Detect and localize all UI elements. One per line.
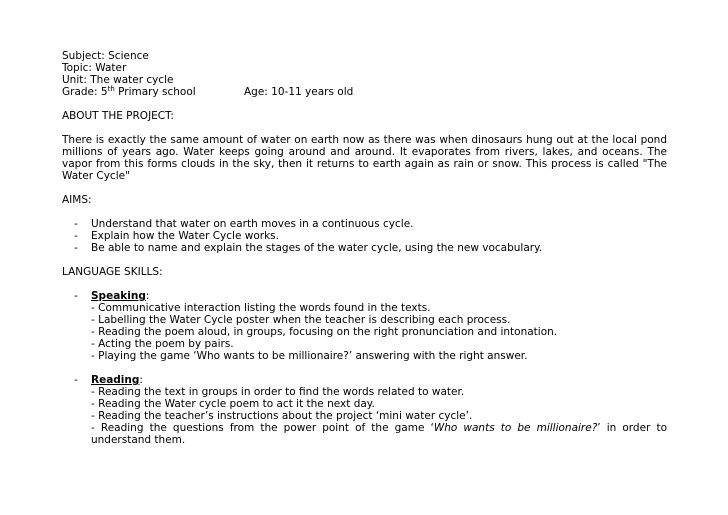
speaking-item: - Communicative interaction listing the words found in the texts.	[91, 302, 431, 314]
age-text: Age: 10-11 years old	[244, 86, 354, 98]
speaking-section: - Speaking: - Communicative interaction listing the words found in the texts. - Labelling the Water Cycle poster when the teacher is describing each process. - Reading the poem aloud, in groups, focusing on the right pronunciation and intonation. - Acting the poem by pairs. - Playing the game ‘Who wants to be millionaire?’ answering with the right answer.	[62, 290, 667, 362]
game-title: Who wants to be millionaire?	[433, 422, 598, 434]
unit-line: Unit: The water cycle	[62, 74, 174, 86]
language-skills-heading: LANGUAGE SKILLS:	[62, 266, 163, 278]
aims-item: - Understand that water on earth moves in a continuous cycle.	[74, 218, 414, 230]
document-page	[62, 50, 667, 446]
about-paragraph: There is exactly the same amount of water on earth now as there was when dinosaurs hung out at the local pond millions of years ago. Water keeps going around and around. It evaporates from rivers, lakes, and oceans. The vapor from this forms clouds in the sky, then it returns to earth again as rain or snow. This process is called "The Water Cycle"	[62, 134, 667, 182]
reading-item: - Reading the text in groups in order to find the words related to water.	[91, 386, 465, 398]
reading-section: - Reading: - Reading the text in groups in order to find the words related to water. - Reading the Water cycle poem to act it the next day. - Reading the teacher’s instructions about the project ‘mini water cycle’. - Reading the questions from the power point of the game ‘Who wants to be millionaire?’ in order to understand them.	[74, 374, 667, 446]
about-heading: ABOUT THE PROJECT:	[62, 110, 174, 122]
reading-item: - Reading the teacher’s instructions about the project ‘mini water cycle’.	[91, 410, 473, 422]
grade-superscript: th	[107, 85, 115, 93]
aims-heading: AIMS:	[62, 194, 92, 206]
reading-item: - Reading the questions from the power point of the game ‘Who wants to be millionaire?’ in order to understand them.	[91, 422, 667, 446]
subject-line: Subject: Science	[62, 50, 149, 62]
aims-list	[62, 218, 667, 254]
speaking-item: - Acting the poem by pairs.	[91, 338, 234, 350]
speaking-item: - Playing the game ‘Who wants to be millionaire?’ answering with the right answer.	[91, 350, 528, 362]
speaking-title: Speaking	[91, 290, 146, 302]
aims-item: - Be able to name and explain the stages of the water cycle, using the new vocabulary.	[74, 242, 543, 254]
reading-title: Reading	[91, 374, 140, 386]
grade-suffix: Primary school	[114, 86, 196, 98]
reading-item: - Reading the Water cycle poem to act it the next day.	[91, 398, 375, 410]
speaking-item: - Labelling the Water Cycle poster when the teacher is describing each process.	[91, 314, 511, 326]
grade-line	[62, 86, 667, 98]
reading-title-line: Reading:	[91, 374, 143, 386]
speaking-list	[91, 302, 667, 362]
reading-list	[91, 386, 667, 446]
grade-prefix: Grade: 5	[62, 86, 108, 98]
topic-line: Topic: Water	[62, 62, 127, 74]
speaking-title-line: Speaking:	[91, 290, 150, 302]
aims-item: - Explain how the Water Cycle works.	[74, 230, 279, 242]
speaking-item: - Reading the poem aloud, in groups, focusing on the right pronunciation and intonation.	[91, 326, 558, 338]
